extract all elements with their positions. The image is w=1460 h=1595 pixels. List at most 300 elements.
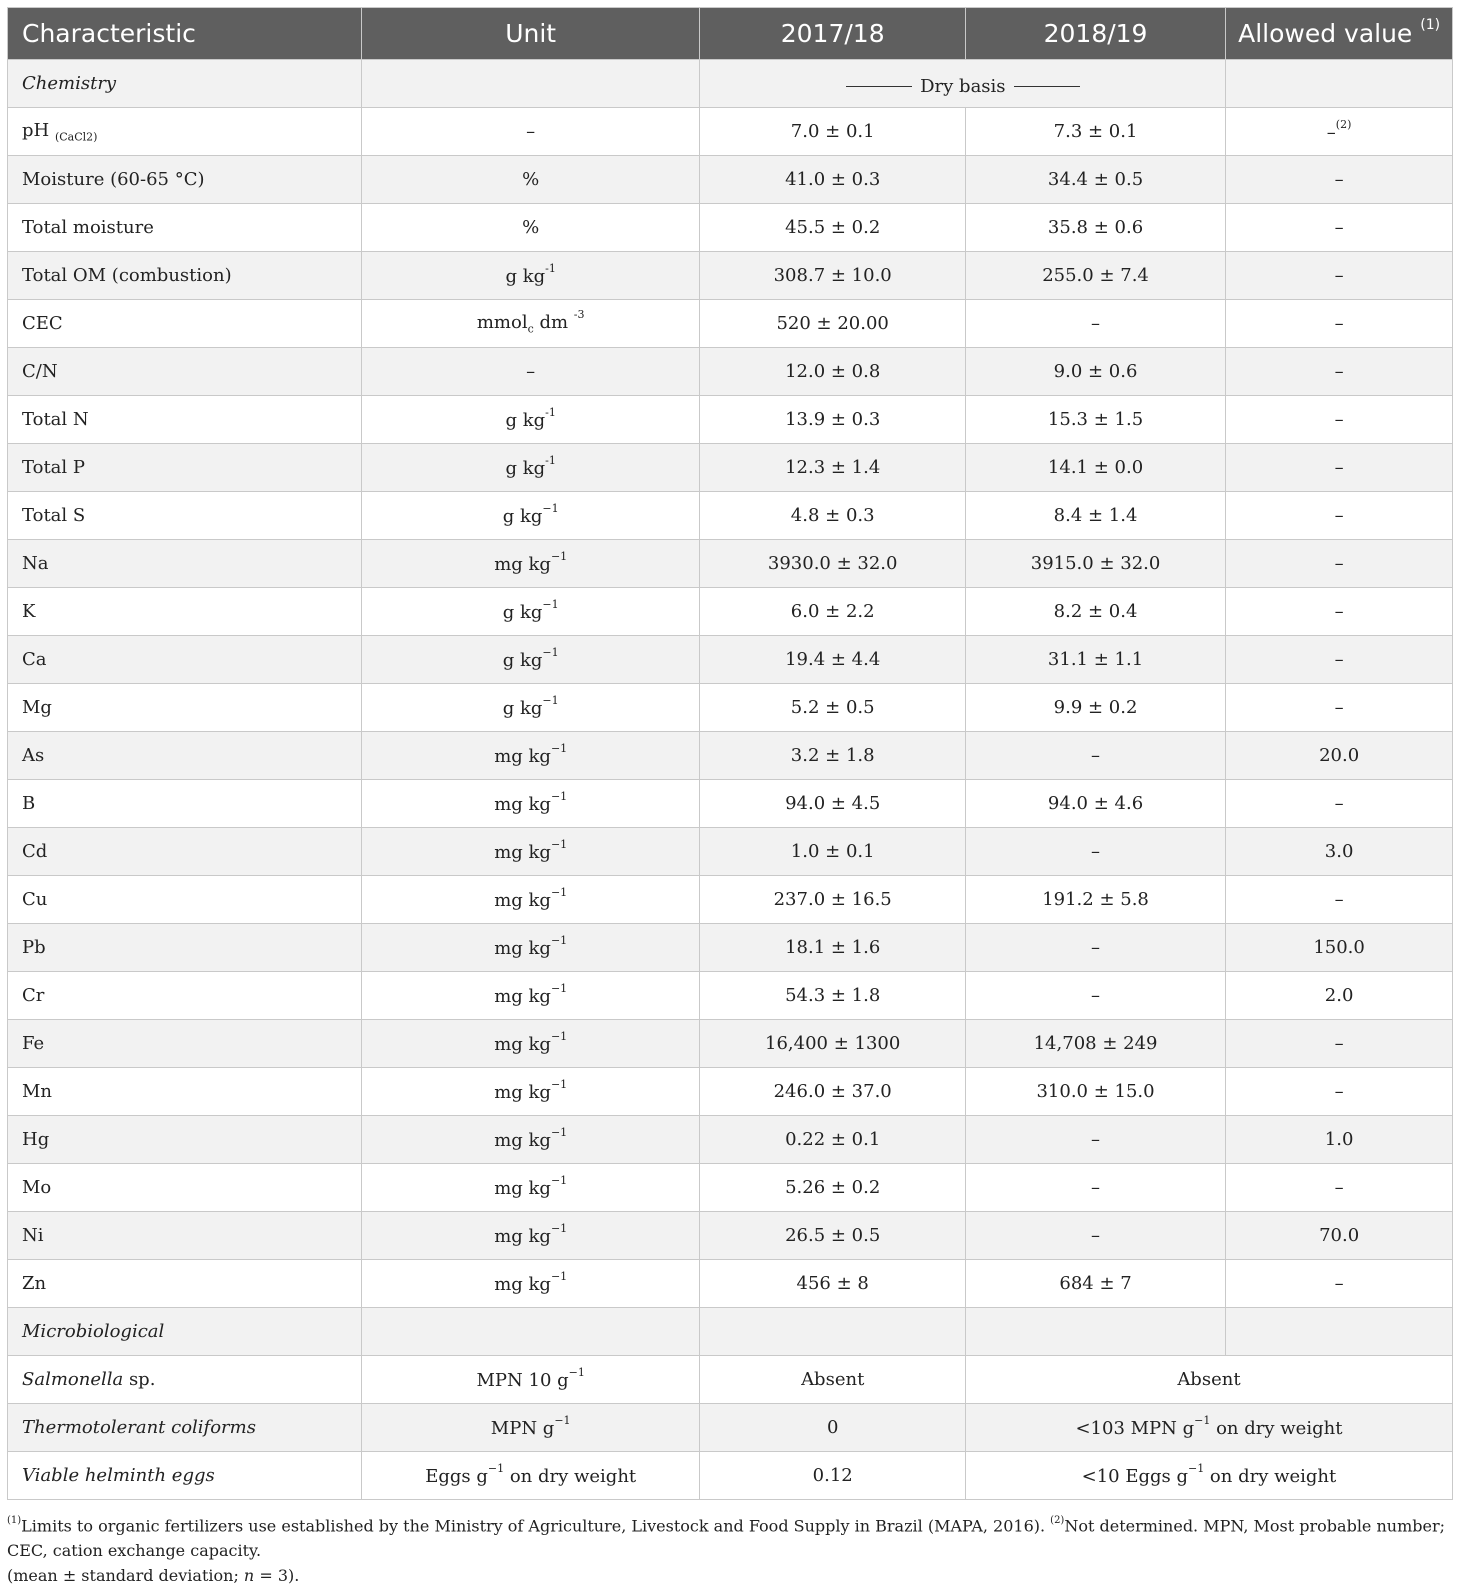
unit-label: mmol — [476, 312, 528, 334]
row-unit — [361, 1452, 700, 1500]
value-2018-19: 7.3 ± 0.1 — [1053, 121, 1138, 142]
row-unit — [361, 108, 700, 156]
unit-tail: on dry weight — [504, 1465, 637, 1487]
allowed-value: – — [1334, 793, 1344, 814]
unit-superscript: -3 — [573, 308, 585, 322]
row-value-2017-18 — [700, 828, 965, 876]
empty-cell — [700, 1308, 965, 1356]
table-footnotes — [7, 1510, 1453, 1588]
unit-label: mg kg — [494, 841, 551, 863]
footnote-stats-a: (mean ± standard deviation; — [7, 1566, 244, 1586]
table-row — [8, 108, 1453, 156]
row-allowed-value — [1226, 492, 1453, 540]
row-characteristic — [8, 1164, 362, 1212]
value-2017-18: 308.7 ± 10.0 — [773, 265, 892, 286]
value-2017-18: 520 ± 20.00 — [776, 313, 889, 334]
allowed-value: – — [1334, 1177, 1344, 1198]
unit-superscript: −1 — [542, 501, 559, 515]
unit-superscript: -1 — [545, 453, 556, 467]
value-2017-18: 237.0 ± 16.5 — [773, 889, 892, 910]
value-2018-19: 34.4 ± 0.5 — [1047, 169, 1144, 190]
row-value-2017-18 — [700, 924, 965, 972]
unit-label: g kg — [505, 265, 546, 287]
unit-superscript: −1 — [550, 1269, 568, 1283]
row-allowed-value — [1226, 1116, 1453, 1164]
row-unit — [361, 156, 700, 204]
allowed-value: – — [1334, 889, 1344, 910]
row-allowed-value — [1226, 1164, 1453, 1212]
value-2017-18: 0.22 ± 0.1 — [785, 1129, 881, 1150]
value-2018-19: – — [1091, 937, 1101, 958]
row-unit — [361, 1260, 700, 1308]
table-container — [7, 7, 1453, 1588]
section-label-chemistry: Chemistry — [8, 60, 362, 108]
unit-superscript: −1 — [550, 1077, 568, 1091]
value-2017-18: 6.0 ± 2.2 — [790, 601, 875, 622]
unit-label: MPN g — [490, 1417, 555, 1439]
row-unit — [361, 924, 700, 972]
row-value-2017-18 — [700, 444, 965, 492]
row-value-2018-19 — [965, 396, 1225, 444]
row-value-2018-19-allowed — [965, 1452, 1452, 1500]
row-value-2017-18 — [700, 1356, 965, 1404]
value-2018-19: 31.1 ± 1.1 — [1047, 649, 1144, 670]
characteristic-label: Salmonella — [22, 1369, 124, 1390]
row-allowed-value — [1226, 348, 1453, 396]
dry-basis-line-right — [1014, 86, 1080, 87]
row-characteristic — [8, 780, 362, 828]
table-row — [8, 876, 1453, 924]
unit-label: g kg — [505, 457, 546, 479]
row-allowed-value — [1226, 300, 1453, 348]
row-value-2017-18 — [700, 636, 965, 684]
row-allowed-value — [1226, 252, 1453, 300]
unit-superscript: -1 — [545, 261, 556, 275]
row-value-2018-19 — [965, 1068, 1225, 1116]
row-unit — [361, 300, 700, 348]
value-2017-18: 3.2 ± 1.8 — [790, 745, 875, 766]
row-unit — [361, 972, 700, 1020]
value-2018-19: 3915.0 ± 32.0 — [1030, 553, 1161, 574]
unit-label: mg kg — [494, 793, 551, 815]
allowed-value: – — [1334, 649, 1344, 670]
characteristic-label: Mo — [22, 1177, 52, 1198]
row-value-2018-19 — [965, 684, 1225, 732]
unit-label: g kg — [502, 697, 543, 719]
row-characteristic — [8, 924, 362, 972]
table-row — [8, 396, 1453, 444]
value-2017-18: 54.3 ± 1.8 — [785, 985, 881, 1006]
unit-subscript: c — [527, 322, 534, 336]
value-2018-19: – — [1091, 1225, 1101, 1246]
unit-label: mg kg — [494, 985, 551, 1007]
row-value-2017-18 — [700, 492, 965, 540]
value-2018-19: 9.9 ± 0.2 — [1053, 697, 1138, 718]
value-2018-19: <103 MPN g — [1075, 1417, 1195, 1439]
characteristic-label: K — [22, 601, 36, 622]
value-2018-19: – — [1091, 745, 1101, 766]
row-value-2018-19-allowed — [965, 1356, 1452, 1404]
unit-superscript: −1 — [550, 933, 568, 947]
row-unit — [361, 828, 700, 876]
row-unit — [361, 876, 700, 924]
header-2017-18: 2017/18 — [700, 8, 965, 60]
row-unit — [361, 1164, 700, 1212]
allowed-value: – — [1334, 457, 1344, 478]
row-value-2017-18 — [700, 348, 965, 396]
footnote-mark-1: (1) — [7, 1515, 22, 1526]
row-value-2018-19 — [965, 1212, 1225, 1260]
characteristics-table — [7, 7, 1453, 1500]
table-row — [8, 444, 1453, 492]
footnote-stats-n: n — [243, 1566, 255, 1586]
footnote-mark-2: (2) — [1050, 1515, 1065, 1526]
row-value-2017-18 — [700, 156, 965, 204]
table-row — [8, 1260, 1453, 1308]
row-characteristic — [8, 252, 362, 300]
row-characteristic — [8, 636, 362, 684]
row-value-2017-18 — [700, 1116, 965, 1164]
value-2017-18: 4.8 ± 0.3 — [790, 505, 875, 526]
dry-basis-cell — [700, 60, 1226, 108]
table-row — [8, 1212, 1453, 1260]
row-unit — [361, 444, 700, 492]
allowed-value: 20.0 — [1319, 745, 1360, 766]
row-characteristic — [8, 348, 362, 396]
row-unit — [361, 1020, 700, 1068]
unit-label: mg kg — [494, 1177, 551, 1199]
row-allowed-value — [1226, 828, 1453, 876]
row-value-2017-18 — [700, 732, 965, 780]
unit-label: g kg — [502, 601, 543, 623]
row-value-2018-19 — [965, 972, 1225, 1020]
characteristic-label: CEC — [22, 313, 63, 334]
row-characteristic — [8, 876, 362, 924]
row-unit — [361, 684, 700, 732]
unit-label: mg kg — [494, 553, 551, 575]
table-row — [8, 252, 1453, 300]
row-characteristic — [8, 1116, 362, 1164]
unit-label: g kg — [502, 649, 543, 671]
unit-superscript: −1 — [550, 885, 568, 899]
characteristic-label: Cd — [22, 841, 48, 862]
section-row-microbiological — [8, 1308, 1453, 1356]
empty-cell — [361, 60, 700, 108]
row-value-2018-19 — [965, 636, 1225, 684]
row-allowed-value — [1226, 972, 1453, 1020]
header-unit: Unit — [361, 8, 700, 60]
unit-superscript: -1 — [545, 405, 556, 419]
row-allowed-value — [1226, 588, 1453, 636]
characteristic-label: Moisture (60-65 °C) — [22, 169, 205, 190]
row-allowed-value — [1226, 684, 1453, 732]
row-unit — [361, 1212, 700, 1260]
unit-superscript: −1 — [542, 645, 559, 659]
row-allowed-value — [1226, 1212, 1453, 1260]
allowed-value: 3.0 — [1324, 841, 1354, 862]
table-row — [8, 828, 1453, 876]
value-2017-18: 26.5 ± 0.5 — [785, 1225, 881, 1246]
table-row — [8, 1452, 1453, 1500]
allowed-value: – — [1334, 553, 1344, 574]
table-row — [8, 1068, 1453, 1116]
row-characteristic — [8, 972, 362, 1020]
header-characteristic: Characteristic — [8, 8, 362, 60]
row-unit — [361, 492, 700, 540]
row-characteristic — [8, 1068, 362, 1116]
row-allowed-value — [1226, 876, 1453, 924]
allowed-value: – — [1334, 361, 1344, 382]
row-value-2017-18 — [700, 780, 965, 828]
row-allowed-value — [1226, 1260, 1453, 1308]
allowed-value: – — [1334, 265, 1344, 286]
value-2017-18: 5.26 ± 0.2 — [785, 1177, 881, 1198]
row-characteristic — [8, 1404, 362, 1452]
table-row — [8, 348, 1453, 396]
row-value-2017-18 — [700, 1404, 965, 1452]
table-row — [8, 204, 1453, 252]
row-unit — [361, 204, 700, 252]
row-characteristic — [8, 588, 362, 636]
characteristic-label: Total P — [22, 457, 85, 478]
value-2018-19: – — [1091, 841, 1101, 862]
unit-superscript: −1 — [550, 1029, 568, 1043]
header-allowed-footnote-mark: (1) — [1420, 16, 1441, 33]
row-unit — [361, 348, 700, 396]
row-value-2018-19 — [965, 828, 1225, 876]
table-row — [8, 492, 1453, 540]
unit-superscript: −1 — [487, 1461, 505, 1475]
row-unit — [361, 1356, 700, 1404]
table-row — [8, 588, 1453, 636]
characteristic-label: Pb — [22, 937, 46, 958]
characteristic-label: Mg — [22, 697, 52, 718]
row-characteristic — [8, 732, 362, 780]
row-unit — [361, 780, 700, 828]
row-characteristic — [8, 1020, 362, 1068]
characteristic-label: Total moisture — [22, 217, 154, 238]
row-value-2017-18 — [700, 1260, 965, 1308]
characteristic-label: C/N — [22, 361, 58, 382]
row-value-2017-18 — [700, 1068, 965, 1116]
row-value-2018-19 — [965, 588, 1225, 636]
row-unit — [361, 252, 700, 300]
row-unit — [361, 588, 700, 636]
row-unit — [361, 732, 700, 780]
unit-superscript: −1 — [550, 741, 568, 755]
value-2018-19: 35.8 ± 0.6 — [1047, 217, 1144, 238]
row-value-2018-19 — [965, 492, 1225, 540]
row-value-2017-18 — [700, 684, 965, 732]
row-value-2018-19 — [965, 1260, 1225, 1308]
unit-superscript: −1 — [550, 549, 568, 563]
unit-superscript: −1 — [554, 1413, 571, 1427]
row-value-2018-19 — [965, 876, 1225, 924]
row-unit — [361, 1404, 700, 1452]
value-2017-18: 12.3 ± 1.4 — [785, 457, 881, 478]
value-2018-19: 8.4 ± 1.4 — [1053, 505, 1138, 526]
unit-tail: dm — [533, 312, 574, 334]
value-2018-19: Absent — [1177, 1369, 1241, 1390]
value-2018-19: 255.0 ± 7.4 — [1042, 265, 1149, 286]
row-characteristic — [8, 540, 362, 588]
unit-label: mg kg — [494, 745, 551, 767]
row-characteristic — [8, 1212, 362, 1260]
row-value-2018-19 — [965, 540, 1225, 588]
value-2017-18: 0.12 — [812, 1465, 853, 1486]
table-row — [8, 1116, 1453, 1164]
empty-cell — [1226, 60, 1453, 108]
characteristic-label: Mn — [22, 1081, 53, 1102]
unit-superscript: −1 — [550, 1221, 568, 1235]
allowed-value: – — [1334, 1081, 1344, 1102]
row-value-2018-19 — [965, 108, 1225, 156]
row-unit — [361, 1116, 700, 1164]
row-value-2018-19 — [965, 204, 1225, 252]
row-allowed-value — [1226, 1068, 1453, 1116]
row-characteristic — [8, 396, 362, 444]
table-row — [8, 732, 1453, 780]
row-value-2017-18 — [700, 252, 965, 300]
value-2018-19: – — [1091, 313, 1101, 334]
row-unit — [361, 396, 700, 444]
row-value-2018-19 — [965, 1116, 1225, 1164]
value-2018-19: 684 ± 7 — [1059, 1273, 1132, 1294]
header-2018-19: 2018/19 — [965, 8, 1225, 60]
unit-label: g kg — [502, 505, 543, 527]
table-row — [8, 1020, 1453, 1068]
allowed-value: 70.0 — [1319, 1225, 1360, 1246]
header-allowed-value — [1226, 8, 1453, 60]
row-value-2017-18 — [700, 1164, 965, 1212]
table-row — [8, 156, 1453, 204]
row-characteristic — [8, 684, 362, 732]
unit-label: mg kg — [494, 937, 551, 959]
row-value-2018-19 — [965, 924, 1225, 972]
characteristic-label: Zn — [22, 1273, 47, 1294]
row-value-2017-18 — [700, 972, 965, 1020]
unit-label: mg kg — [494, 1129, 551, 1151]
unit-superscript: −1 — [542, 693, 559, 707]
dry-basis-label: Dry basis — [920, 75, 1006, 97]
allowed-value: 1.0 — [1324, 1129, 1354, 1150]
value-2017-18: 41.0 ± 0.3 — [785, 169, 881, 190]
value-2017-18: 3930.0 ± 32.0 — [767, 553, 898, 574]
row-value-2017-18 — [700, 204, 965, 252]
row-value-2017-18 — [700, 1452, 965, 1500]
unit-label: mg kg — [494, 889, 551, 911]
row-value-2018-19 — [965, 1020, 1225, 1068]
footnote-text-1: Limits to organic fertilizers use established by the Ministry of Agriculture, Livestock and Food Supply in Brazil (MAPA, 2016). — [21, 1516, 1051, 1536]
table-row — [8, 1404, 1453, 1452]
characteristic-subscript: (CaCl2) — [54, 130, 98, 144]
footnote-line-3 — [7, 1563, 1453, 1588]
allowed-value: 150.0 — [1313, 937, 1365, 958]
value-tail: on dry weight — [1204, 1465, 1337, 1487]
value-2018-19: 8.2 ± 0.4 — [1053, 601, 1138, 622]
unit-superscript: −1 — [542, 597, 559, 611]
value-2017-18: 94.0 ± 4.5 — [785, 793, 881, 814]
row-allowed-value — [1226, 780, 1453, 828]
row-characteristic — [8, 1452, 362, 1500]
value-2018-19: 15.3 ± 1.5 — [1047, 409, 1144, 430]
value-2017-18: 19.4 ± 4.4 — [785, 649, 881, 670]
row-value-2017-18 — [700, 1020, 965, 1068]
allowed-value: 2.0 — [1324, 985, 1354, 1006]
unit-label: mg kg — [494, 1033, 551, 1055]
characteristic-label: Hg — [22, 1129, 50, 1150]
row-value-2017-18 — [700, 540, 965, 588]
value-2018-19: <10 Eggs g — [1081, 1465, 1188, 1487]
characteristic-label: As — [22, 745, 45, 766]
row-value-2017-18 — [700, 876, 965, 924]
row-allowed-value — [1226, 204, 1453, 252]
empty-cell — [965, 1308, 1225, 1356]
footnote-line-1 — [7, 1510, 1453, 1563]
table-row — [8, 1356, 1453, 1404]
value-2018-19: 310.0 ± 15.0 — [1036, 1081, 1155, 1102]
characteristic-label: B — [22, 793, 36, 814]
characteristic-label: Ni — [22, 1225, 44, 1246]
allowed-value: – — [1326, 121, 1336, 143]
value-2017-18: 45.5 ± 0.2 — [785, 217, 881, 238]
row-characteristic — [8, 1356, 362, 1404]
dry-basis-line-left — [846, 86, 912, 87]
unit-superscript: −1 — [550, 1173, 568, 1187]
row-unit — [361, 636, 700, 684]
value-2017-18: Absent — [801, 1369, 865, 1390]
table-row — [8, 540, 1453, 588]
unit-label: mg kg — [494, 1225, 551, 1247]
characteristic-label: Total OM (combustion) — [22, 265, 232, 286]
footnote-text-2: Not determined. MPN, Most probable number; CEC, cation exchange capacity. — [7, 1516, 1446, 1561]
row-value-2017-18 — [700, 588, 965, 636]
table-row — [8, 924, 1453, 972]
row-value-2018-19 — [965, 732, 1225, 780]
value-2018-19: 14.1 ± 0.0 — [1047, 457, 1144, 478]
unit-superscript: −1 — [568, 1365, 585, 1379]
value-2017-18: 1.0 ± 0.1 — [790, 841, 875, 862]
value-2017-18: 456 ± 8 — [796, 1273, 869, 1294]
row-allowed-value — [1226, 636, 1453, 684]
table-row — [8, 636, 1453, 684]
unit-superscript: −1 — [550, 1125, 568, 1139]
characteristic-label: Total S — [22, 505, 86, 526]
row-allowed-value — [1226, 732, 1453, 780]
characteristic-label: Viable helminth eggs — [22, 1465, 215, 1486]
row-characteristic — [8, 492, 362, 540]
row-characteristic — [8, 108, 362, 156]
row-characteristic — [8, 156, 362, 204]
unit-label: % — [522, 217, 540, 238]
allowed-value: – — [1334, 169, 1344, 190]
unit-label: % — [522, 169, 540, 190]
allowed-value: – — [1334, 1033, 1344, 1054]
allowed-value: – — [1334, 313, 1344, 334]
row-characteristic — [8, 444, 362, 492]
row-allowed-value — [1226, 108, 1453, 156]
footnote-stats-b: = 3). — [254, 1566, 300, 1586]
row-value-2018-19 — [965, 1164, 1225, 1212]
value-superscript: −1 — [1187, 1461, 1205, 1475]
empty-cell — [361, 1308, 700, 1356]
allowed-value: – — [1334, 601, 1344, 622]
unit-label: mg kg — [494, 1273, 551, 1295]
row-value-2018-19 — [965, 444, 1225, 492]
value-2017-18: 13.9 ± 0.3 — [785, 409, 881, 430]
characteristic-label: Ca — [22, 649, 47, 670]
row-allowed-value — [1226, 1020, 1453, 1068]
